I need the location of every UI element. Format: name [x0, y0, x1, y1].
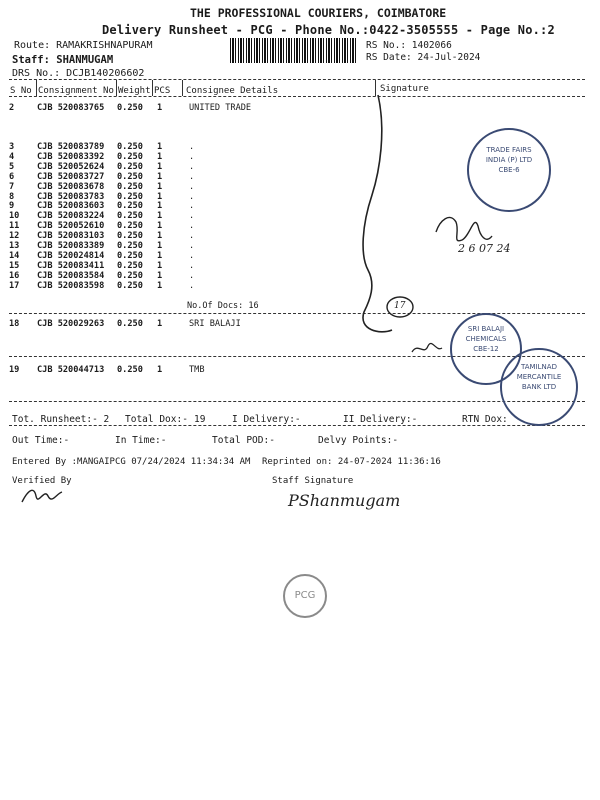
header-signature: Signature [380, 84, 429, 94]
table-row: 9 CJB 520083603 0.250 1 . [9, 201, 195, 212]
header-weight: Weight [118, 86, 151, 96]
table-row: 8 CJB 520083783 0.250 1 . [9, 191, 195, 202]
signature-scribble-icon [363, 95, 392, 332]
verified-signature-icon [22, 490, 62, 502]
header-consignment: Consignment No [38, 86, 114, 96]
handwritten-count: 17 [394, 301, 406, 311]
table-row: 15 CJB 520083411 0.250 1 . [9, 260, 195, 271]
company-title: THE PROFESSIONAL COURIERS, COIMBATORE [190, 6, 447, 20]
table-row: 12 CJB 520083103 0.250 1 . [9, 231, 195, 242]
table-row: 3 CJB 520083789 0.250 1 . [9, 142, 195, 152]
table-row: 11 CJB 520052610 0.250 1 . [9, 221, 195, 232]
balaji-signature-icon [412, 343, 442, 352]
rs-number: RS No.: 1402066 [366, 40, 452, 51]
header-consignee: Consignee Details [186, 86, 279, 96]
i-delivery: I Delivery:- [232, 414, 301, 425]
rs-date: RS Date: 24-Jul-2024 [366, 52, 481, 63]
delivery-signature-icon [436, 217, 492, 240]
table-row: 17 CJB 520083598 0.250 1 . [9, 280, 195, 291]
balaji-stamp: SRI BALAJI CHEMICALS CBE-12 [450, 313, 522, 385]
table-row: 18 CJB 520029263 0.250 1 SRI BALAJI [9, 319, 241, 329]
table-row: 2 CJB 520083765 0.250 1 UNITED TRADE [9, 103, 252, 113]
staff-handwritten-signature: PShanmugam [288, 491, 401, 510]
table-row: 6 CJB 520083727 0.250 1 . [9, 171, 195, 182]
table-row: 7 CJB 520083678 0.250 1 . [9, 181, 195, 192]
table-row: 10 CJB 520083224 0.250 1 . [9, 211, 195, 222]
header-sno: S No [10, 86, 32, 96]
reprinted-on: Reprinted on: 24-07-2024 11:36:16 [262, 457, 441, 467]
table-row: 16 CJB 520083584 0.250 1 . [9, 270, 195, 281]
total-runsheet: Tot. Runsheet:- 2 [12, 414, 110, 425]
rtn-dox: RTN Dox: [462, 414, 508, 425]
pcg-stamp: PCG [283, 574, 327, 618]
ii-delivery: II Delivery:- [343, 414, 418, 425]
total-pod: Total POD:- [212, 435, 275, 446]
runsheet-title: Delivery Runsheet - PCG - Phone No.:0422-3505555 - Page No.:2 [102, 23, 555, 37]
total-dox-label: Total Dox:- [125, 414, 188, 425]
table-row: 4 CJB 520083392 0.250 1 . [9, 151, 195, 162]
out-time: Out Time:- [12, 435, 70, 446]
trade-fairs-stamp: TRADE FAIRS INDIA (P) LTD CBE-6 [467, 128, 551, 212]
table-row: 5 CJB 520052624 0.250 1 . [9, 161, 195, 172]
docs-count: No.Of Docs: 16 [187, 301, 259, 311]
staff-signature-label: Staff Signature [272, 476, 354, 486]
header-pcs: PCS [154, 86, 171, 96]
drs-number: DRS No.: DCJB140206602 [12, 68, 145, 79]
delivery-points: Delvy Points:- [318, 435, 399, 446]
in-time: In Time:- [115, 435, 167, 446]
table-row: 14 CJB 520024814 0.250 1 . [9, 250, 195, 261]
table-row: 13 CJB 520083389 0.250 1 . [9, 241, 195, 252]
handwritten-date: 2 6 07 24 [458, 242, 511, 255]
verified-by: Verified By [12, 476, 72, 486]
tmb-stamp: TAMILNAD MERCANTILE BANK LTD [500, 348, 578, 426]
table-row: 19 CJB 520044713 0.250 1 TMB [9, 365, 205, 375]
route-label: Route: RAMAKRISHNAPURAM [14, 40, 153, 51]
total-dox-value: 19 [194, 414, 206, 425]
entered-by: Entered By :MANGAIPCG 07/24/2024 11:34:34 AM [12, 457, 251, 467]
staff-label: Staff: SHANMUGAM [12, 54, 114, 66]
